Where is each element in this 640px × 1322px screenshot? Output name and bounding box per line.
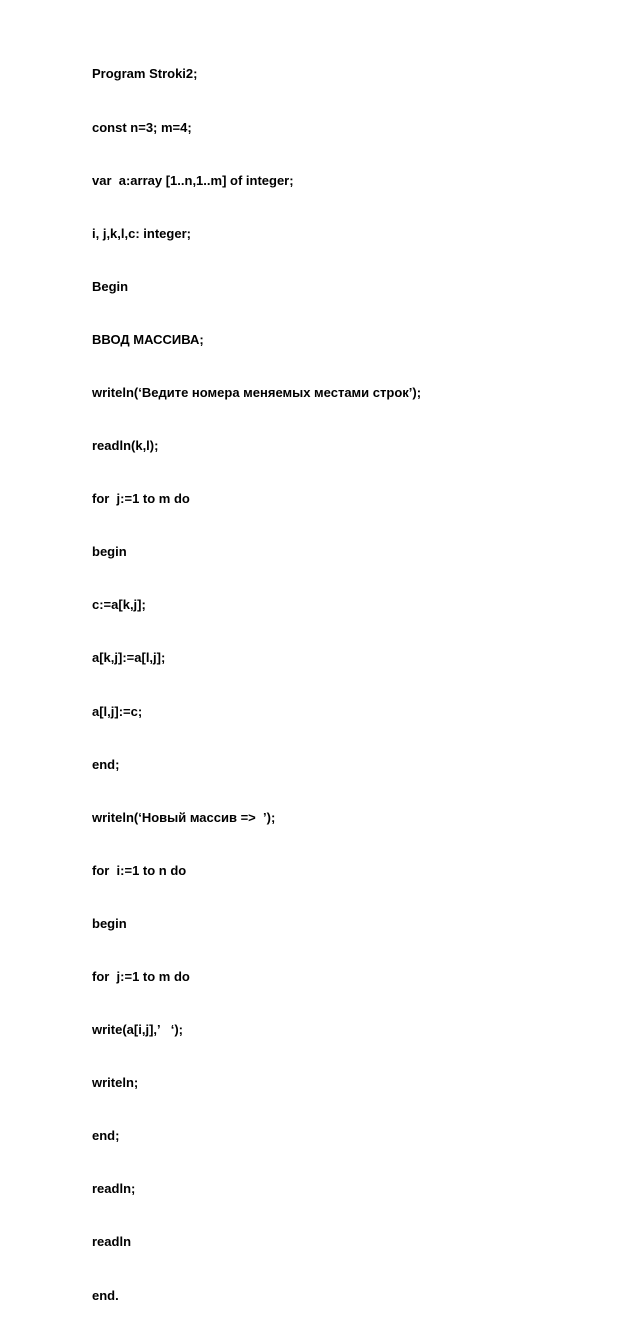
code-line-const: const n=3; m=4; — [92, 119, 192, 135]
code-line-begin: Begin — [92, 278, 129, 294]
code-line-var: var a:array [1..n,1..m] of integer; — [92, 172, 294, 188]
code-line-for-i: for i:=1 to n do — [92, 862, 187, 878]
code-line-for-j-output: for j:=1 to m do — [92, 969, 190, 984]
code-line-begin-outer: begin — [92, 915, 127, 931]
code-line-readln-2: readln — [92, 1234, 132, 1250]
code-line-program: Program Stroki2; — [92, 66, 198, 82]
code-line-for-j: for j:=1 to m do — [92, 491, 190, 507]
code-line-writeln-new-array: writeln(‘Новый массив => ’); — [92, 809, 276, 825]
code-line-writeln: writeln; — [92, 1075, 139, 1091]
code-line-write-element: write(a[i,j],’ ‘); — [92, 1022, 184, 1038]
code-line-swap-2: a[k,j]:=a[l,j]; — [92, 650, 166, 666]
code-line-swap-1: c:=a[k,j]; — [92, 597, 146, 613]
code-line-end-program: end. — [92, 1287, 119, 1303]
code-line-integers: i, j,k,l,c: integer; — [92, 225, 191, 241]
code-line-readln-kl: readln(k,l); — [92, 438, 159, 454]
code-line-input-array: ВВОД МАССИВА; — [92, 331, 204, 347]
pascal-code-listing — [92, 30, 421, 1322]
code-line-end-outer: end; — [92, 1128, 120, 1144]
code-line-writeln-prompt: writeln(‘Ведите номера меняемых местами строк’); — [92, 384, 422, 400]
code-line-begin-inner: begin — [92, 544, 127, 560]
code-line-readln-1: readln; — [92, 1181, 136, 1197]
code-line-swap-3: a[l,j]:=c; — [92, 703, 143, 719]
code-line-end-inner: end; — [92, 756, 120, 772]
